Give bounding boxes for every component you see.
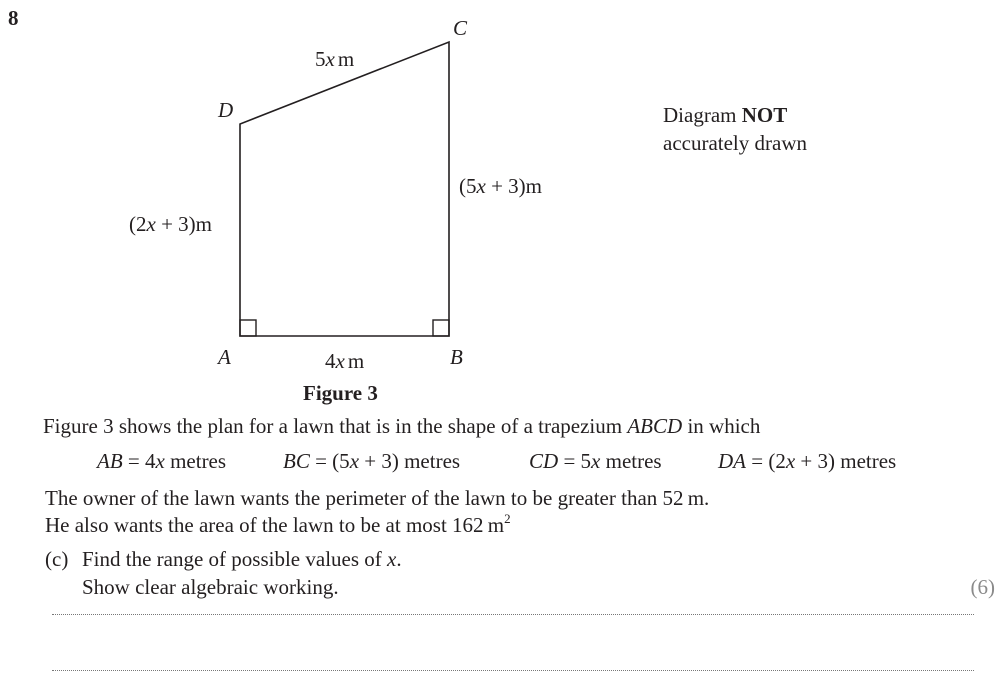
side-label-da: (2x + 3)m [129, 212, 212, 236]
part-c-working-note: Show clear algebraic working. [82, 575, 339, 599]
side-bc: BC = (5x + 3) metres [283, 449, 461, 473]
right-angle-marker-a [240, 320, 256, 336]
part-c-label: (c) [45, 547, 69, 571]
side-da: DA = (2x + 3) metres [718, 449, 897, 473]
intro-text: Figure 3 shows the plan for a lawn that is in the shape of a trapezium ABCD in which [43, 414, 761, 438]
side-ab: AB = 4x metres [97, 449, 227, 473]
side-label-ab: 4x m [325, 349, 365, 373]
answer-line[interactable] [52, 670, 974, 671]
right-angle-marker-b [433, 320, 449, 336]
answer-line[interactable] [52, 614, 974, 615]
vertex-label-c: C [453, 16, 468, 40]
area-condition: He also wants the area of the lawn to be at most 162 $m^2$ [45, 511, 511, 537]
perimeter-condition: The owner of the lawn wants the perimeter of the lawn to be greater than 52 m. [45, 486, 710, 510]
question-number: 8 [8, 6, 19, 30]
marks-label: (6) [970, 575, 995, 599]
side-label-bc: (5x + 3)m [459, 174, 542, 198]
side-cd: CD = 5x metres [529, 449, 662, 473]
vertex-label-a: A [218, 345, 231, 369]
side-label-cd: 5x m [315, 47, 355, 71]
vertex-label-b: B [450, 345, 463, 369]
figure-caption: Figure 3 [303, 381, 378, 405]
vertex-label-d: D [218, 98, 234, 122]
trapezium-outline [240, 42, 449, 336]
part-c-instruction: Find the range of possible values of x. [82, 547, 402, 571]
diagram-note: Diagram NOT accurately drawn [663, 103, 807, 155]
